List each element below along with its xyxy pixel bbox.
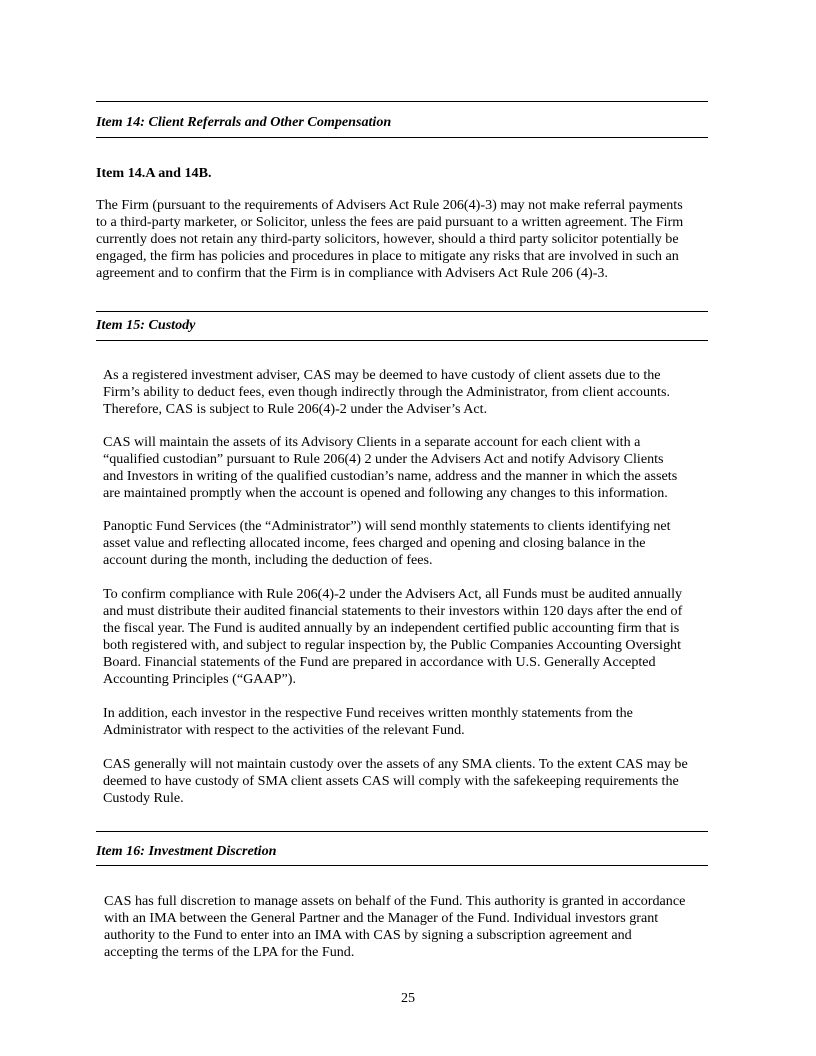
item14-bottom-rule	[96, 137, 708, 138]
text-line: Panoptic Fund Services (the “Administrator”) will send monthly statements to clients identifying net	[103, 518, 671, 534]
text-line: with an IMA between the General Partner and the Manager of the Fund. Individual investors grant	[104, 910, 659, 926]
text-line: currently does not retain any third-party solicitors, however, should a third party solicitor potentially be	[96, 231, 679, 247]
text-line: The Firm (pursuant to the requirements of Advisers Act Rule 206(4)-3) may not make referral payments	[96, 197, 683, 213]
text-line: and Investors in writing of the qualified custodian’s name, address and the manner in which the assets	[103, 468, 678, 484]
text-line: account during the month, including the deduction of fees.	[103, 552, 433, 568]
text-line: to a third-party marketer, or Solicitor, unless the fees are paid pursuant to a written agreement. The Firm	[96, 214, 684, 230]
text-line: are maintained promptly when the account is opened and following any changes to this information.	[103, 485, 668, 501]
text-line: CAS generally will not maintain custody over the assets of any SMA clients. To the extent CAS may be	[103, 756, 688, 772]
item15-bottom-rule	[96, 340, 708, 341]
text-line: Board. Financial statements of the Fund are prepared in accordance with U.S. Generally Accepted	[103, 654, 656, 670]
item16-bottom-rule	[96, 865, 708, 866]
text-line: asset value and reflecting allocated income, fees charged and opening and closing balance in the	[103, 535, 646, 551]
item15-top-rule	[96, 311, 708, 312]
text-line: authority to the Fund to enter into an IMA with CAS by signing a subscription agreement and	[104, 927, 632, 943]
item14-heading: Item 14: Client Referrals and Other Compensation	[96, 114, 392, 130]
text-line: “qualified custodian” pursuant to Rule 206(4) 2 under the Advisers Act and notify Advisory Clients	[103, 451, 664, 467]
text-line: As a registered investment adviser, CAS may be deemed to have custody of client assets due to the	[103, 367, 661, 383]
text-line: engaged, the firm has policies and procedures in place to mitigate any risks that are involved in such an	[96, 248, 679, 264]
page-number: 25	[400, 990, 416, 1006]
item16-top-rule	[96, 831, 708, 832]
text-line: both registered with, and subject to regular inspection by, the Public Companies Accounting Oversight	[103, 637, 681, 653]
text-line: To confirm compliance with Rule 206(4)-2 under the Advisers Act, all Funds must be audited annually	[103, 586, 683, 602]
text-line: CAS has full discretion to manage assets on behalf of the Fund. This authority is granted in accordance	[104, 893, 686, 909]
text-line: CAS will maintain the assets of its Advisory Clients in a separate account for each client with a	[103, 434, 641, 450]
text-line: agreement and to confirm that the Firm is in compliance with Advisers Act Rule 206 (4)-3.	[96, 265, 608, 281]
text-line: accepting the terms of the LPA for the Fund.	[104, 944, 355, 960]
text-line: Therefore, CAS is subject to Rule 206(4)-2 under the Adviser’s Act.	[103, 401, 488, 417]
item14-top-rule	[96, 101, 708, 102]
item16-heading: Item 16: Investment Discretion	[96, 843, 277, 859]
text-line: Administrator with respect to the activities of the relevant Fund.	[103, 722, 465, 738]
text-line: the fiscal year. The Fund is audited annually by an independent certified public accounting firm that is	[103, 620, 680, 636]
text-line: deemed to have custody of SMA client assets CAS will comply with the safekeeping requirements the	[103, 773, 679, 789]
text-line: Accounting Principles (“GAAP”).	[103, 671, 296, 687]
text-line: In addition, each investor in the respective Fund receives written monthly statements from the	[103, 705, 633, 721]
text-line: Custody Rule.	[103, 790, 184, 806]
item15-heading: Item 15: Custody	[96, 317, 196, 333]
item14-subheading: Item 14.A and 14B.	[96, 165, 212, 181]
text-line: Firm’s ability to deduct fees, even though indirectly through the Administrator, from client accounts.	[103, 384, 670, 400]
text-line: and must distribute their audited financial statements to their investors within 120 days after the end of	[103, 603, 683, 619]
